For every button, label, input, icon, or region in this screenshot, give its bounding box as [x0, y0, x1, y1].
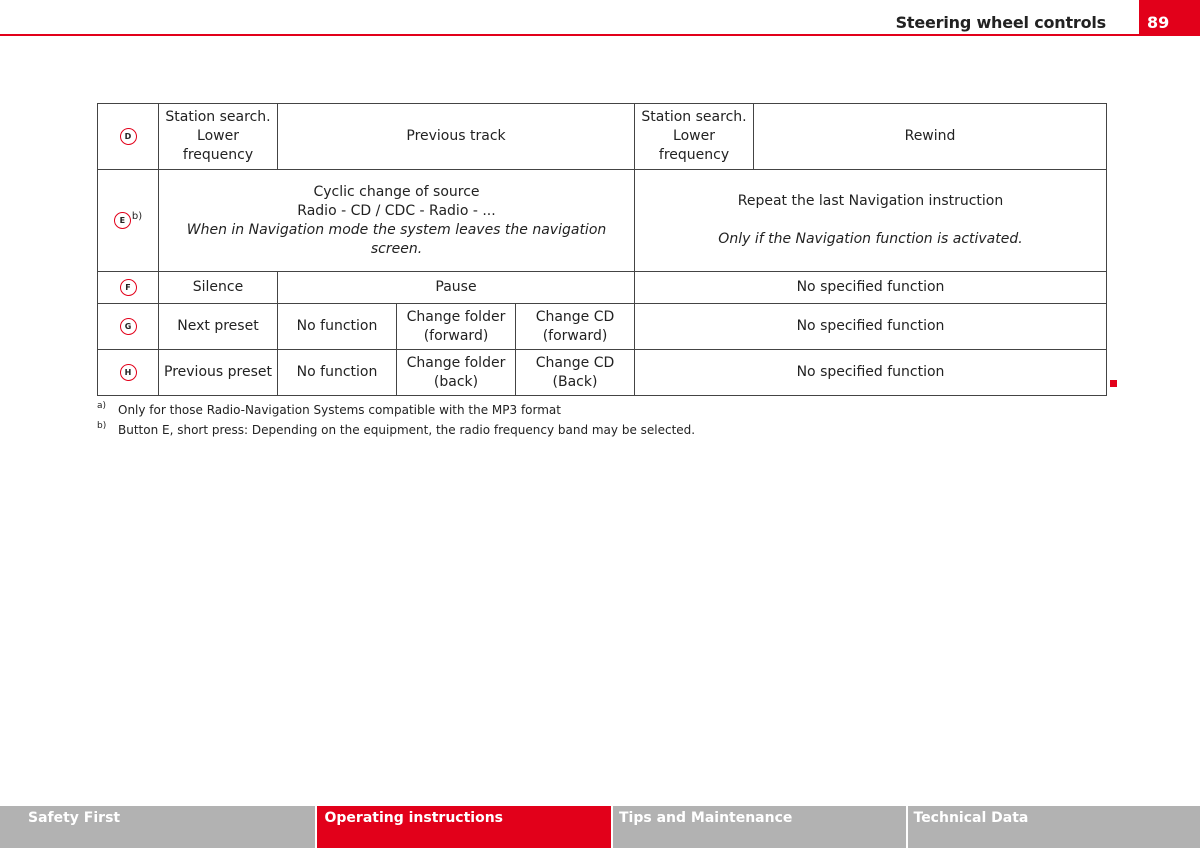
cell-line: Change folder — [406, 354, 506, 371]
table-row — [98, 104, 1107, 170]
key-cell — [98, 350, 159, 396]
cell-line: Change folder — [406, 308, 506, 325]
table-row — [98, 170, 1107, 272]
key-cell — [98, 272, 159, 304]
footnote-mark: b) — [97, 421, 107, 431]
button-d-icon: D — [120, 128, 137, 145]
table-cell: Silence — [159, 272, 278, 304]
button-h-icon: H — [120, 364, 137, 381]
cell-line: frequency — [658, 147, 730, 163]
table-cell: Next preset — [159, 304, 278, 350]
footnote — [97, 423, 695, 443]
tab-operating-instructions[interactable]: Operating instructions — [317, 806, 612, 848]
table-cell — [635, 170, 1107, 272]
table-row — [98, 272, 1107, 304]
table-cell — [397, 304, 516, 350]
table-cell: Rewind — [754, 104, 1107, 170]
header-rule — [0, 34, 1200, 36]
footnote-text: Only for those Radio-Navigation Systems compatible with the MP3 format — [118, 403, 561, 417]
page-number: 89 — [1139, 0, 1200, 35]
table-cell: No specified function — [635, 304, 1107, 350]
table-cell: No function — [278, 350, 397, 396]
table-cell: Pause — [278, 272, 635, 304]
tab-tips-and-maintenance[interactable]: Tips and Maintenance — [613, 806, 906, 848]
cell-line: (back) — [433, 373, 479, 390]
footnotes — [97, 403, 695, 443]
page-title: Steering wheel controls — [895, 13, 1106, 32]
key-cell — [98, 104, 159, 170]
button-e-icon: E — [114, 212, 131, 229]
cell-line: Only if the Navigation function is activated. — [718, 231, 1023, 247]
tab-safety-first[interactable]: Safety First — [0, 806, 315, 848]
footnote-mark: a) — [97, 401, 107, 411]
cell-line: (forward) — [423, 327, 489, 344]
cell-line: (forward) — [542, 327, 608, 344]
cell-line: Lower — [197, 128, 239, 144]
button-g-icon: G — [120, 318, 137, 335]
footnote-text: Button E, short press: Depending on the equipment, the radio frequency band may be selected. — [118, 423, 696, 437]
footnote-ref: b) — [131, 211, 143, 222]
table-cell: Previous track — [278, 104, 635, 170]
cell-line: Station search. — [165, 109, 271, 125]
cell-line: When in Navigation mode the system leaves the navigation screen. — [186, 221, 607, 257]
table-cell: No specified function — [635, 350, 1107, 396]
cell-line: Change CD — [535, 354, 615, 371]
cell-line: Cyclic change of source — [313, 183, 480, 200]
key-cell — [98, 304, 159, 350]
section-end-icon — [1110, 380, 1117, 387]
table-cell — [635, 104, 754, 170]
table-row — [98, 304, 1107, 350]
table-cell — [159, 170, 635, 272]
controls-table — [97, 103, 1107, 396]
cell-line: Change CD — [535, 308, 615, 325]
cell-line: Lower — [673, 128, 715, 144]
cell-line: frequency — [182, 147, 254, 163]
cell-line: (Back) — [552, 373, 598, 390]
table-cell — [397, 350, 516, 396]
cell-line: Repeat the last Navigation instruction — [737, 193, 1004, 209]
table-cell: Previous preset — [159, 350, 278, 396]
key-cell — [98, 170, 159, 272]
table-cell — [516, 350, 635, 396]
footer-nav — [0, 806, 1200, 848]
table-cell — [516, 304, 635, 350]
cell-line: Radio - CD / CDC - Radio - ... — [297, 202, 496, 219]
footnote — [97, 403, 695, 423]
table-cell — [159, 104, 278, 170]
table-cell: No function — [278, 304, 397, 350]
table-row — [98, 350, 1107, 396]
tab-technical-data[interactable]: Technical Data — [908, 806, 1200, 848]
button-f-icon: F — [120, 279, 137, 296]
cell-line: Station search. — [641, 109, 747, 125]
table-cell: No specified function — [635, 272, 1107, 304]
